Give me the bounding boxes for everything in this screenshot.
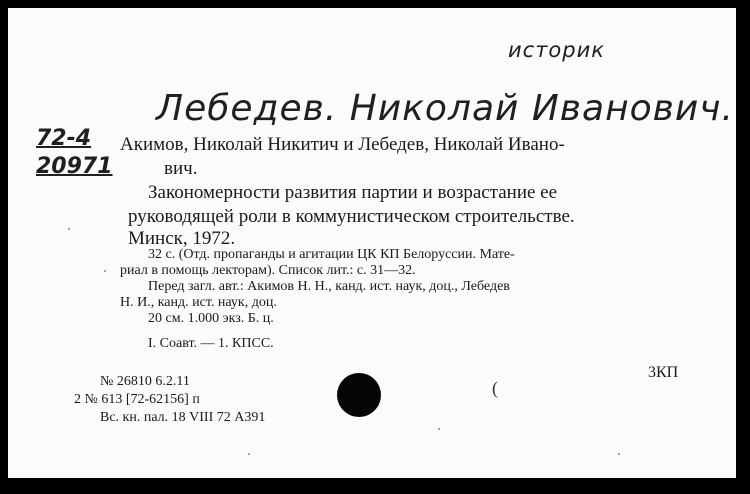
handwritten-shelf-mark-1: 72-4 [36,126,92,151]
title-line-1: Закономерности развития партии и возрастание ее [148,182,558,203]
title-line-2: руководящей роли в коммунистическом строительстве. [128,206,575,227]
paper-speck [104,270,106,272]
notes-line-4: Н. И., канд. ист. наук, доц. [120,295,277,310]
paper-speck [248,453,250,455]
notes-line-1: 32 с. (Отд. пропаганды и агитации ЦК КП Белоруссии. Мате- [148,247,515,262]
authors-line-2: вич. [164,158,198,179]
notes-line-5: 20 см. 1.000 экз. Б. ц. [148,311,274,326]
handwritten-heading-name: Лебедев. Николай Иванович. [156,88,734,129]
registration-line-3: Вс. кн. пал. 18 VIII 72 А391 [100,410,266,425]
catalog-card [8,8,736,478]
authors-line-1: Акимов, Николай Никитич и Лебедев, Николай Ивано- [120,134,565,155]
subject-tracings: I. Соавт. — 1. КПСС. [148,336,274,351]
paper-speck [618,453,620,455]
punch-hole [337,373,381,417]
notes-line-3: Перед загл. авт.: Акимов Н. Н., канд. ист. наук, доц., Лебедев [148,279,510,294]
notes-line-2: риал в помощь лекторам). Список лит.: с. 31—32. [120,263,416,278]
registration-line-1: № 26810 6.2.11 [100,374,190,389]
stray-pencil-mark: ( [492,378,498,398]
paper-speck [68,228,70,230]
title-line-3: Минск, 1972. [128,228,236,249]
registration-line-2: 2 № 613 [72-62156] п [74,392,200,407]
classification-code: 3КП [648,364,679,381]
handwritten-shelf-mark-2: 20971 [36,154,113,179]
paper-speck [438,428,440,430]
handwritten-category-note: историк [508,38,605,62]
